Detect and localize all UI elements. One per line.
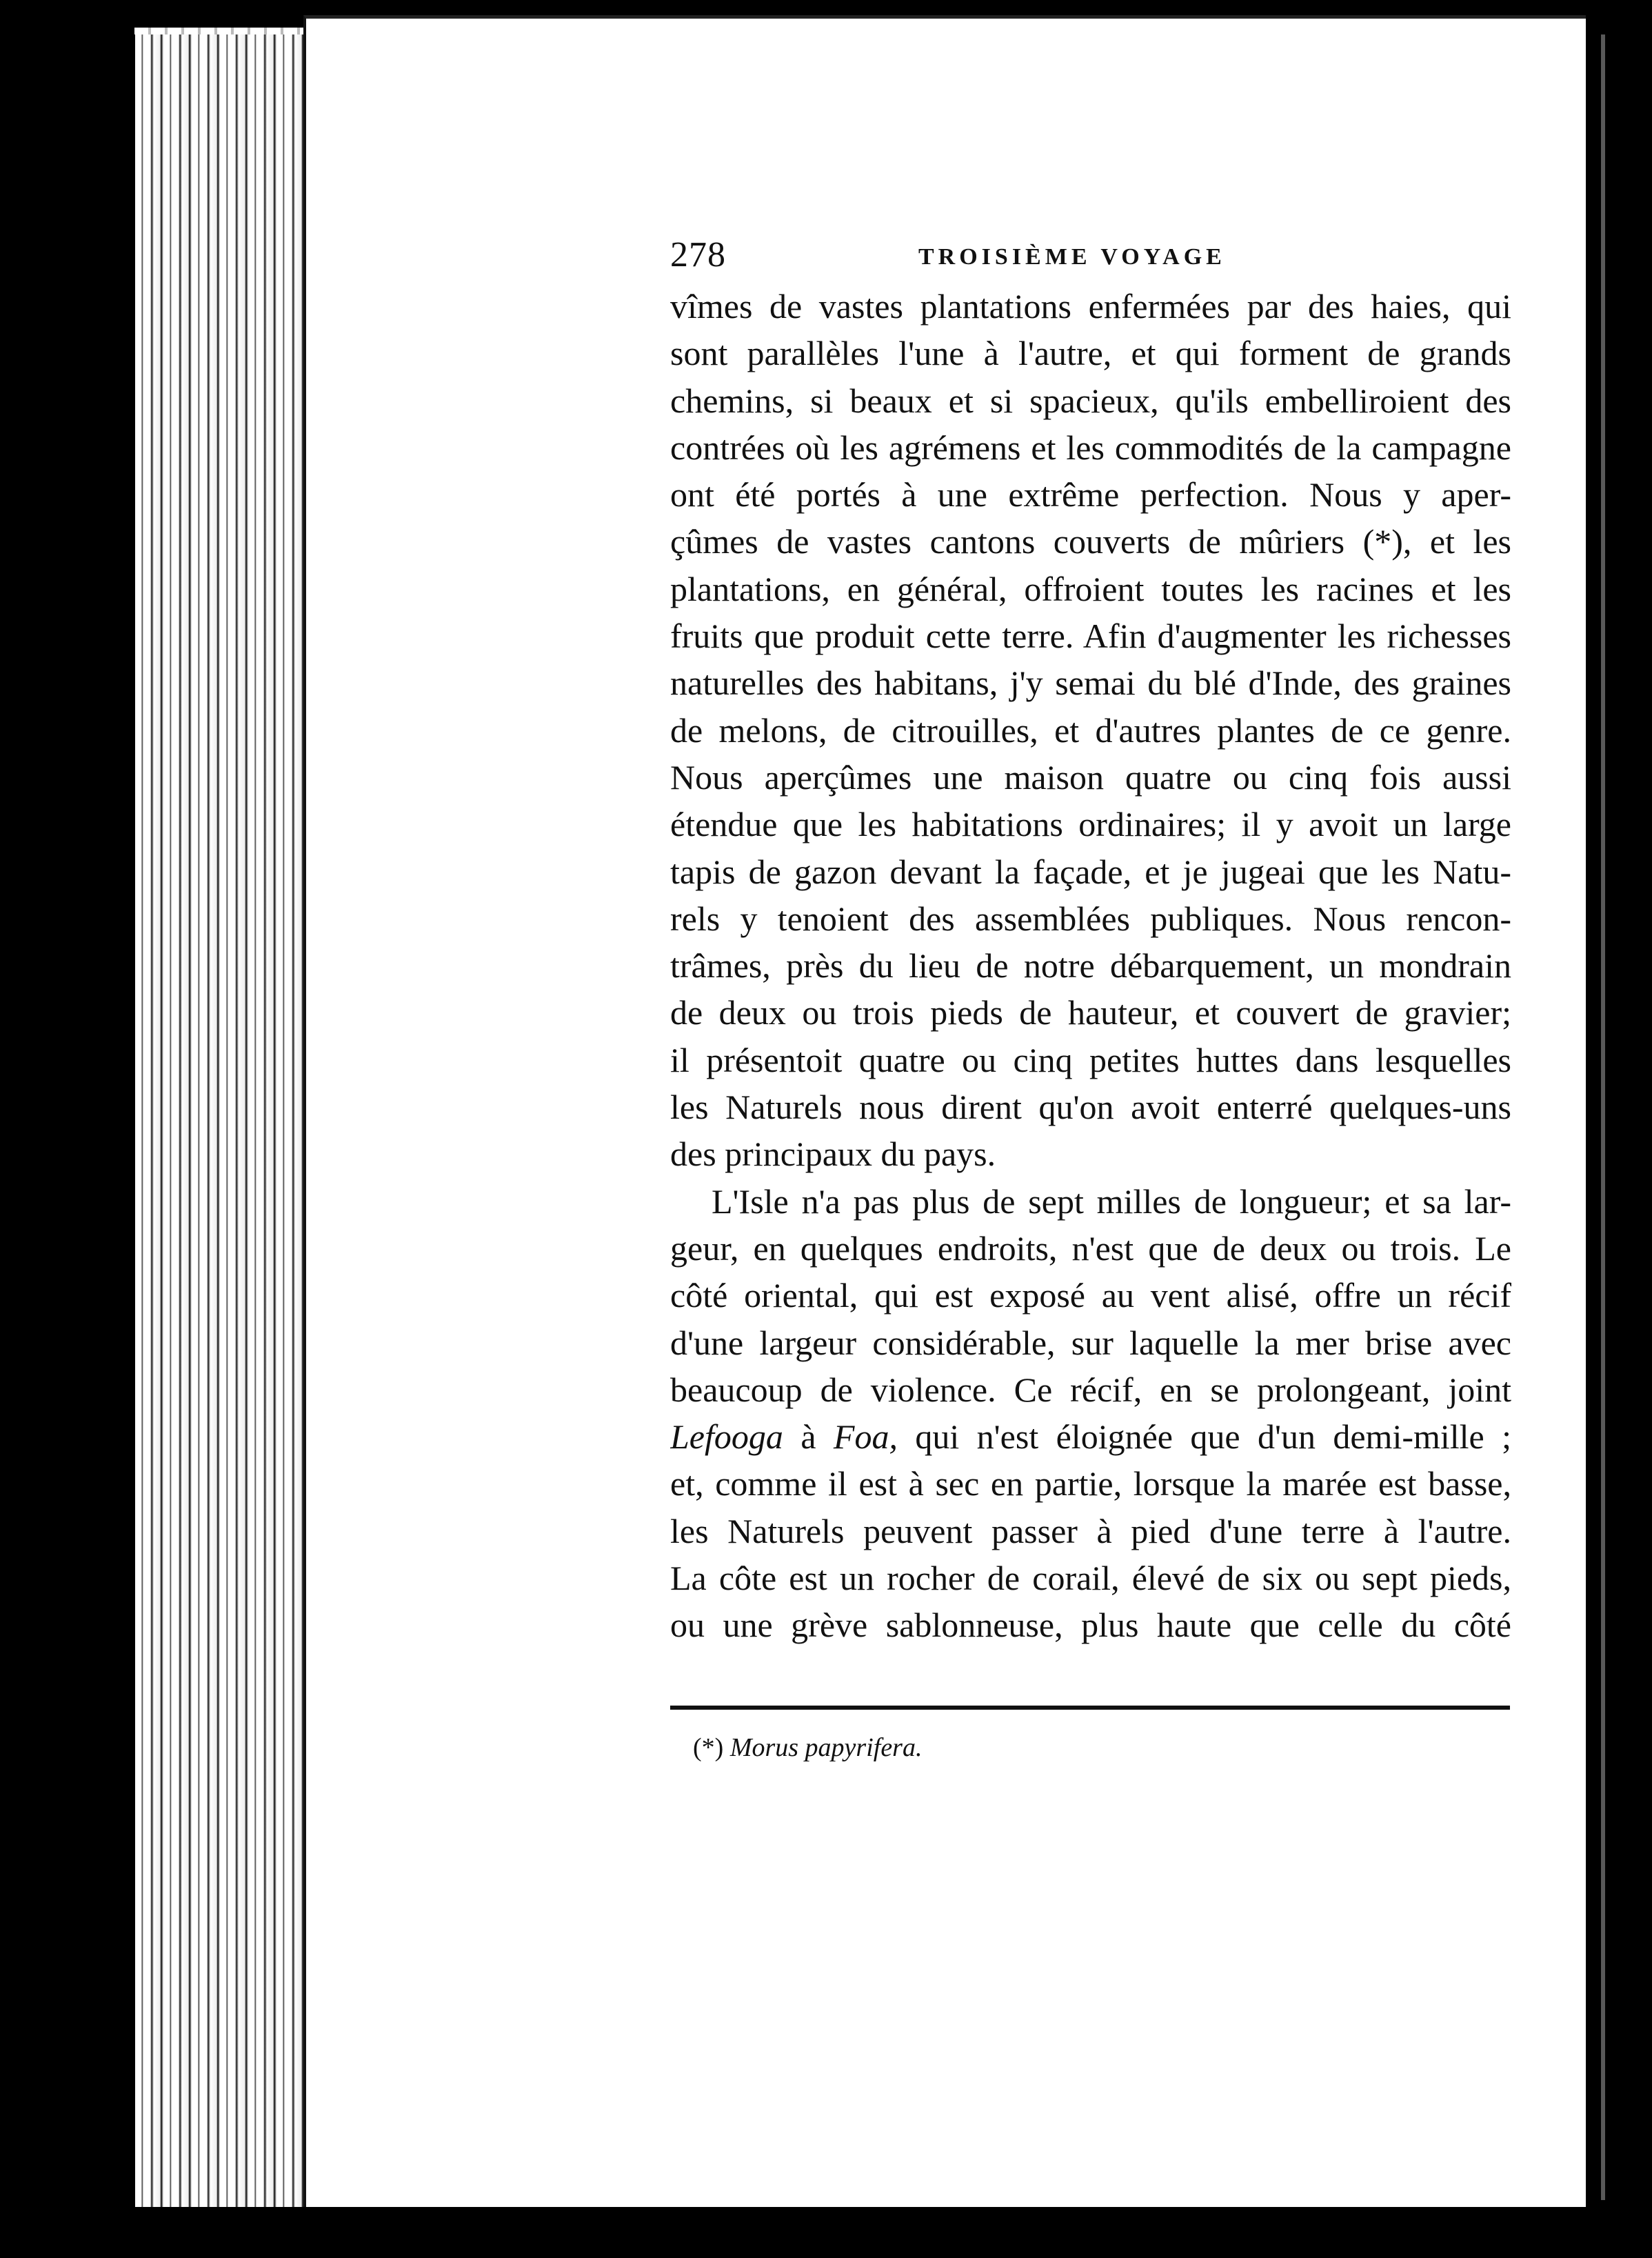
- book-page-edges: [131, 34, 314, 2207]
- text-line: d'une largeur considérable, sur laquelle la mer brise avec: [670, 1323, 1511, 1362]
- text-line: chemins, si beaux et si spacieux, qu'ils embelliroient des: [670, 381, 1511, 420]
- text-line: côté oriental, qui est exposé au vent alisé, offre un récif: [670, 1276, 1511, 1315]
- running-head: TROISIÈME VOYAGE: [918, 244, 1226, 270]
- text-line: rels y tenoient des assemblées publiques. Nous rencon-: [670, 899, 1511, 938]
- right-facing-page-edge: [1601, 34, 1605, 2200]
- text-line: de deux ou trois pieds de hauteur, et couvert de gravier;: [670, 993, 1511, 1032]
- place-name-foa: Foa,: [833, 1417, 898, 1457]
- text-line: étendue que les habitations ordinaires; il y avoit un large: [670, 805, 1511, 844]
- text-line: des principaux du pays.: [670, 1135, 996, 1174]
- text-line: La côte est un rocher de corail, élevé de six ou sept pieds,: [670, 1559, 1511, 1598]
- text-line: fruits que produit cette terre. Afin d'augmenter les richesses: [670, 617, 1511, 656]
- text-line: ont été portés à une extrême perfection. Nous y aper-: [670, 475, 1511, 514]
- text-line: Nous aperçûmes une maison quatre ou cinq fois aussi: [670, 757, 1511, 797]
- right-dark-margin: [1586, 0, 1652, 2258]
- place-name-lefooga: Lefooga: [670, 1417, 783, 1457]
- text-line: contrées où les agrémens et les commodités de la campagne: [670, 428, 1511, 467]
- text-line: L'Isle n'a pas plus de sept milles de longueur; et sa lar-: [712, 1181, 1511, 1221]
- footnote-marker: (*): [693, 1733, 724, 1762]
- text-line: çûmes de vastes cantons couverts de mûriers (*), et les: [670, 522, 1511, 561]
- text-line: et, comme il est à sec en partie, lorsque la marée est basse,: [670, 1464, 1511, 1503]
- text-line: les Naturels peuvent passer à pied d'une terre à l'autre.: [670, 1511, 1511, 1550]
- bottom-dark-margin: [0, 2207, 1652, 2258]
- page-header: [670, 234, 1511, 283]
- footnote-text: Morus papyrifera.: [729, 1733, 923, 1762]
- text-line: ou une grève sablonneuse, plus haute que celle du côté: [670, 1606, 1511, 1645]
- footnote: [693, 1732, 922, 1763]
- text-line: geur, en quelques endroits, n'est que de deux ou trois. Le: [670, 1228, 1511, 1268]
- text-line: les Naturels nous dirent qu'on avoit enterré quelques-uns: [670, 1088, 1511, 1127]
- text-line: de melons, de citrouilles, et d'autres plantes de ce genre.: [670, 710, 1511, 750]
- text-line: tapis de gazon devant la façade, et je jugeai que les Natu-: [670, 852, 1511, 891]
- text-line: plantations, en général, offroient toutes les racines et les: [670, 569, 1511, 608]
- text-line: trâmes, près du lieu de notre débarquement, un mondrain: [670, 946, 1511, 986]
- text-line-mixed: [670, 1413, 1511, 1460]
- text-line: il présentoit quatre ou cinq petites huttes dans lesquelles: [670, 1040, 1511, 1079]
- text-line: beaucoup de violence. Ce récif, en se prolongeant, joint: [670, 1370, 1511, 1409]
- page-number: 278: [670, 235, 726, 274]
- body-paragraph-1: [670, 283, 1511, 1178]
- text-line: naturelles des habitans, j'y semai du blé d'Inde, des graines: [670, 663, 1511, 703]
- text-line: sont parallèles l'une à l'autre, et qui forment de grands: [670, 334, 1511, 373]
- footnote-rule: [670, 1706, 1510, 1710]
- page-text-block: [670, 234, 1511, 1649]
- body-paragraph-2: [670, 1178, 1511, 1649]
- text-fragment: qui n'est éloignée que d'un demi-mille ;: [915, 1417, 1511, 1457]
- text-line: vîmes de vastes plantations enfermées par des haies, qui: [670, 287, 1511, 326]
- text-fragment: à: [800, 1417, 816, 1457]
